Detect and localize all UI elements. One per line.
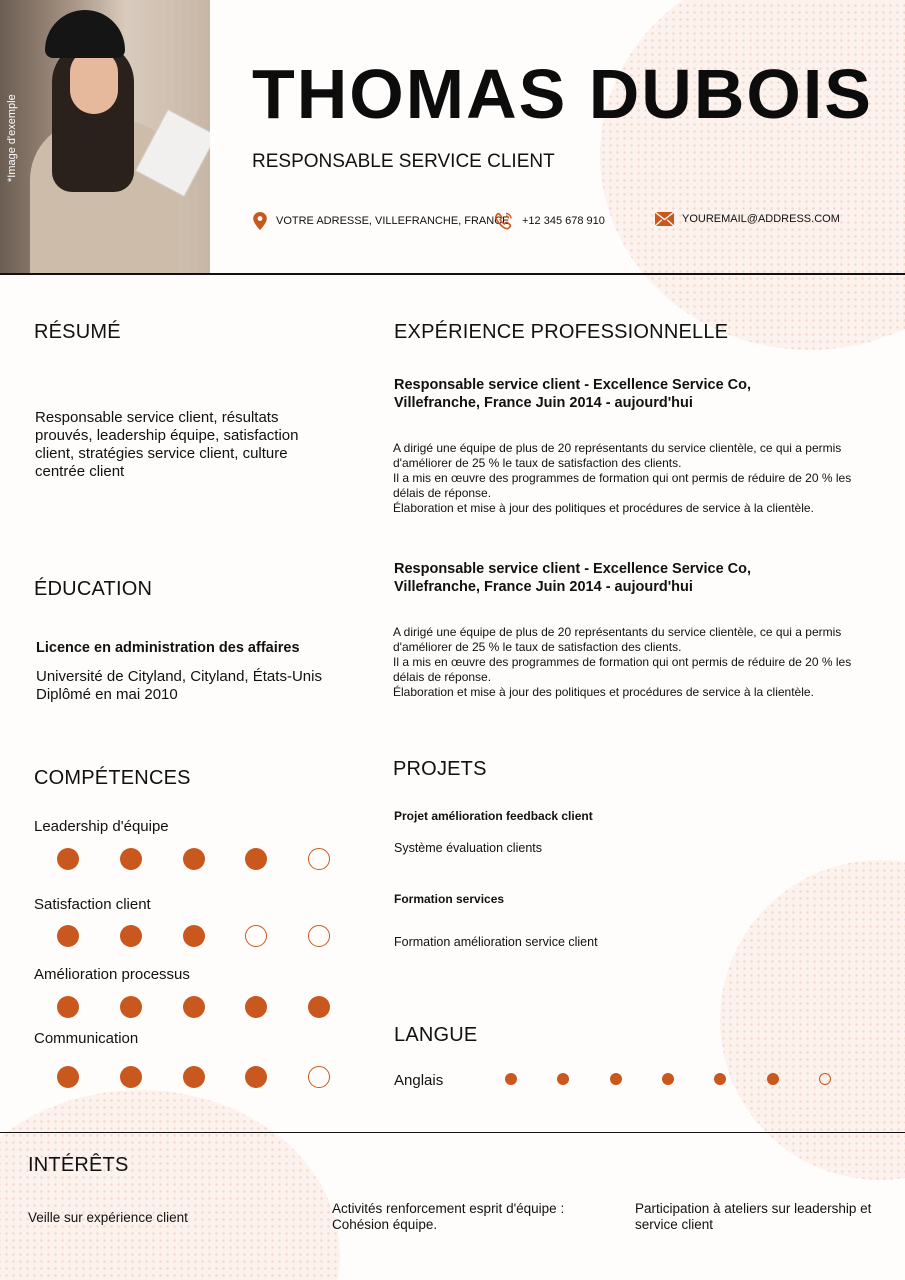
email-envelope-icon bbox=[655, 212, 674, 226]
photo-caption: *Image d'exemple bbox=[6, 94, 18, 182]
rating-dot-filled bbox=[120, 848, 142, 870]
location-pin-icon bbox=[252, 212, 268, 230]
skill-label: Communication bbox=[34, 1030, 139, 1047]
interests-divider bbox=[0, 1132, 905, 1133]
project-description: Système évaluation clients bbox=[394, 841, 542, 855]
contact-phone bbox=[494, 212, 605, 230]
address-text: VOTRE ADRESSE, VILLEFRANCHE, FRANCE bbox=[276, 215, 510, 227]
contact-email bbox=[655, 212, 840, 226]
education-degree: Licence en administration des affaires bbox=[36, 640, 300, 656]
rating-dot-empty bbox=[819, 1073, 831, 1085]
profile-photo bbox=[0, 0, 210, 274]
rating-dot-filled bbox=[57, 848, 79, 870]
experience-title: Responsable service client - Excellence Service Co, Villefranche, France Juin 2014 - aujourd'hui bbox=[394, 561, 752, 595]
education-school: Université de Cityland, Cityland, États-Unis bbox=[36, 668, 322, 685]
interest-item: Participation à ateliers sur leadership et service client bbox=[635, 1201, 872, 1232]
rating-dot-filled bbox=[245, 996, 267, 1018]
rating-dot-empty bbox=[308, 925, 330, 947]
phone-icon bbox=[494, 212, 514, 230]
skill-label: Leadership d'équipe bbox=[34, 818, 169, 835]
rating-dot-filled bbox=[557, 1073, 569, 1085]
experience-description: A dirigé une équipe de plus de 20 représentants du service clientèle, ce qui a permis d'améliorer de 25 % le taux de satisfaction des clients. Il a mis en œuvre des programmes de formation qui ont permis de réduire de 20 % les délais de réponse. Élaboration et mise à jour des politiques et procédures de service à la clientèle. bbox=[393, 441, 852, 515]
email-text: YOUREMAIL@ADDRESS.COM bbox=[682, 213, 840, 225]
rating-dot-filled bbox=[183, 1066, 205, 1088]
rating-dot-filled bbox=[183, 925, 205, 947]
rating-dot-filled bbox=[57, 1066, 79, 1088]
experience-title: Responsable service client - Excellence Service Co, Villefranche, France Juin 2014 - aujourd'hui bbox=[394, 377, 752, 411]
skill-label: Amélioration processus bbox=[34, 966, 190, 983]
interest-item: Veille sur expérience client bbox=[28, 1210, 188, 1225]
rating-dot-filled bbox=[183, 848, 205, 870]
rating-dot-filled bbox=[57, 925, 79, 947]
contact-address bbox=[252, 212, 510, 230]
rating-dot-filled bbox=[245, 1066, 267, 1088]
rating-dot-filled bbox=[245, 848, 267, 870]
projects-heading: PROJETS bbox=[393, 758, 487, 780]
education-heading: ÉDUCATION bbox=[34, 578, 153, 600]
rating-dot-filled bbox=[767, 1073, 779, 1085]
rating-dot-empty bbox=[308, 848, 330, 870]
rating-dot-filled bbox=[610, 1073, 622, 1085]
project-description: Formation amélioration service client bbox=[394, 935, 598, 949]
decorative-circle-bottom-left bbox=[0, 1090, 340, 1280]
skill-label: Satisfaction client bbox=[34, 896, 151, 913]
rating-dot-filled bbox=[57, 996, 79, 1018]
experience-description: A dirigé une équipe de plus de 20 représentants du service clientèle, ce qui a permis d'améliorer de 25 % le taux de satisfaction des clients. Il a mis en œuvre des programmes de formation qui ont permis de réduire de 20 % les délais de réponse. Élaboration et mise à jour des politiques et procédures de service à la clientèle. bbox=[393, 625, 852, 699]
rating-dot-filled bbox=[120, 925, 142, 947]
languages-heading: LANGUE bbox=[394, 1024, 478, 1046]
rating-dot-filled bbox=[662, 1073, 674, 1085]
rating-dot-filled bbox=[183, 996, 205, 1018]
education-graduation: Diplômé en mai 2010 bbox=[36, 686, 178, 703]
interests-heading: INTÉRÊTS bbox=[28, 1154, 129, 1176]
rating-dot-filled bbox=[308, 996, 330, 1018]
rating-dot-filled bbox=[505, 1073, 517, 1085]
rating-dot-filled bbox=[714, 1073, 726, 1085]
resume-text: Responsable service client, résultats prouvés, leadership équipe, satisfaction client, stratégies service client, culture centrée client bbox=[35, 409, 299, 480]
rating-dot-filled bbox=[120, 1066, 142, 1088]
candidate-name: THOMAS DUBOIS bbox=[252, 55, 873, 133]
interest-item: Activités renforcement esprit d'équipe : Cohésion équipe. bbox=[332, 1201, 565, 1232]
resume-heading: RÉSUMÉ bbox=[34, 321, 121, 343]
skills-heading: COMPÉTENCES bbox=[34, 767, 191, 789]
decorative-circle-top-right bbox=[600, 0, 905, 350]
project-title: Formation services bbox=[394, 892, 505, 906]
project-title: Projet amélioration feedback client bbox=[394, 809, 593, 823]
experience-heading: EXPÉRIENCE PROFESSIONNELLE bbox=[394, 321, 729, 343]
job-title: RESPONSABLE SERVICE CLIENT bbox=[252, 151, 555, 172]
rating-dot-empty bbox=[308, 1066, 330, 1088]
rating-dot-filled bbox=[120, 996, 142, 1018]
phone-text: +12 345 678 910 bbox=[522, 215, 605, 227]
rating-dot-empty bbox=[245, 925, 267, 947]
header-divider bbox=[0, 273, 905, 275]
language-label: Anglais bbox=[394, 1072, 444, 1089]
